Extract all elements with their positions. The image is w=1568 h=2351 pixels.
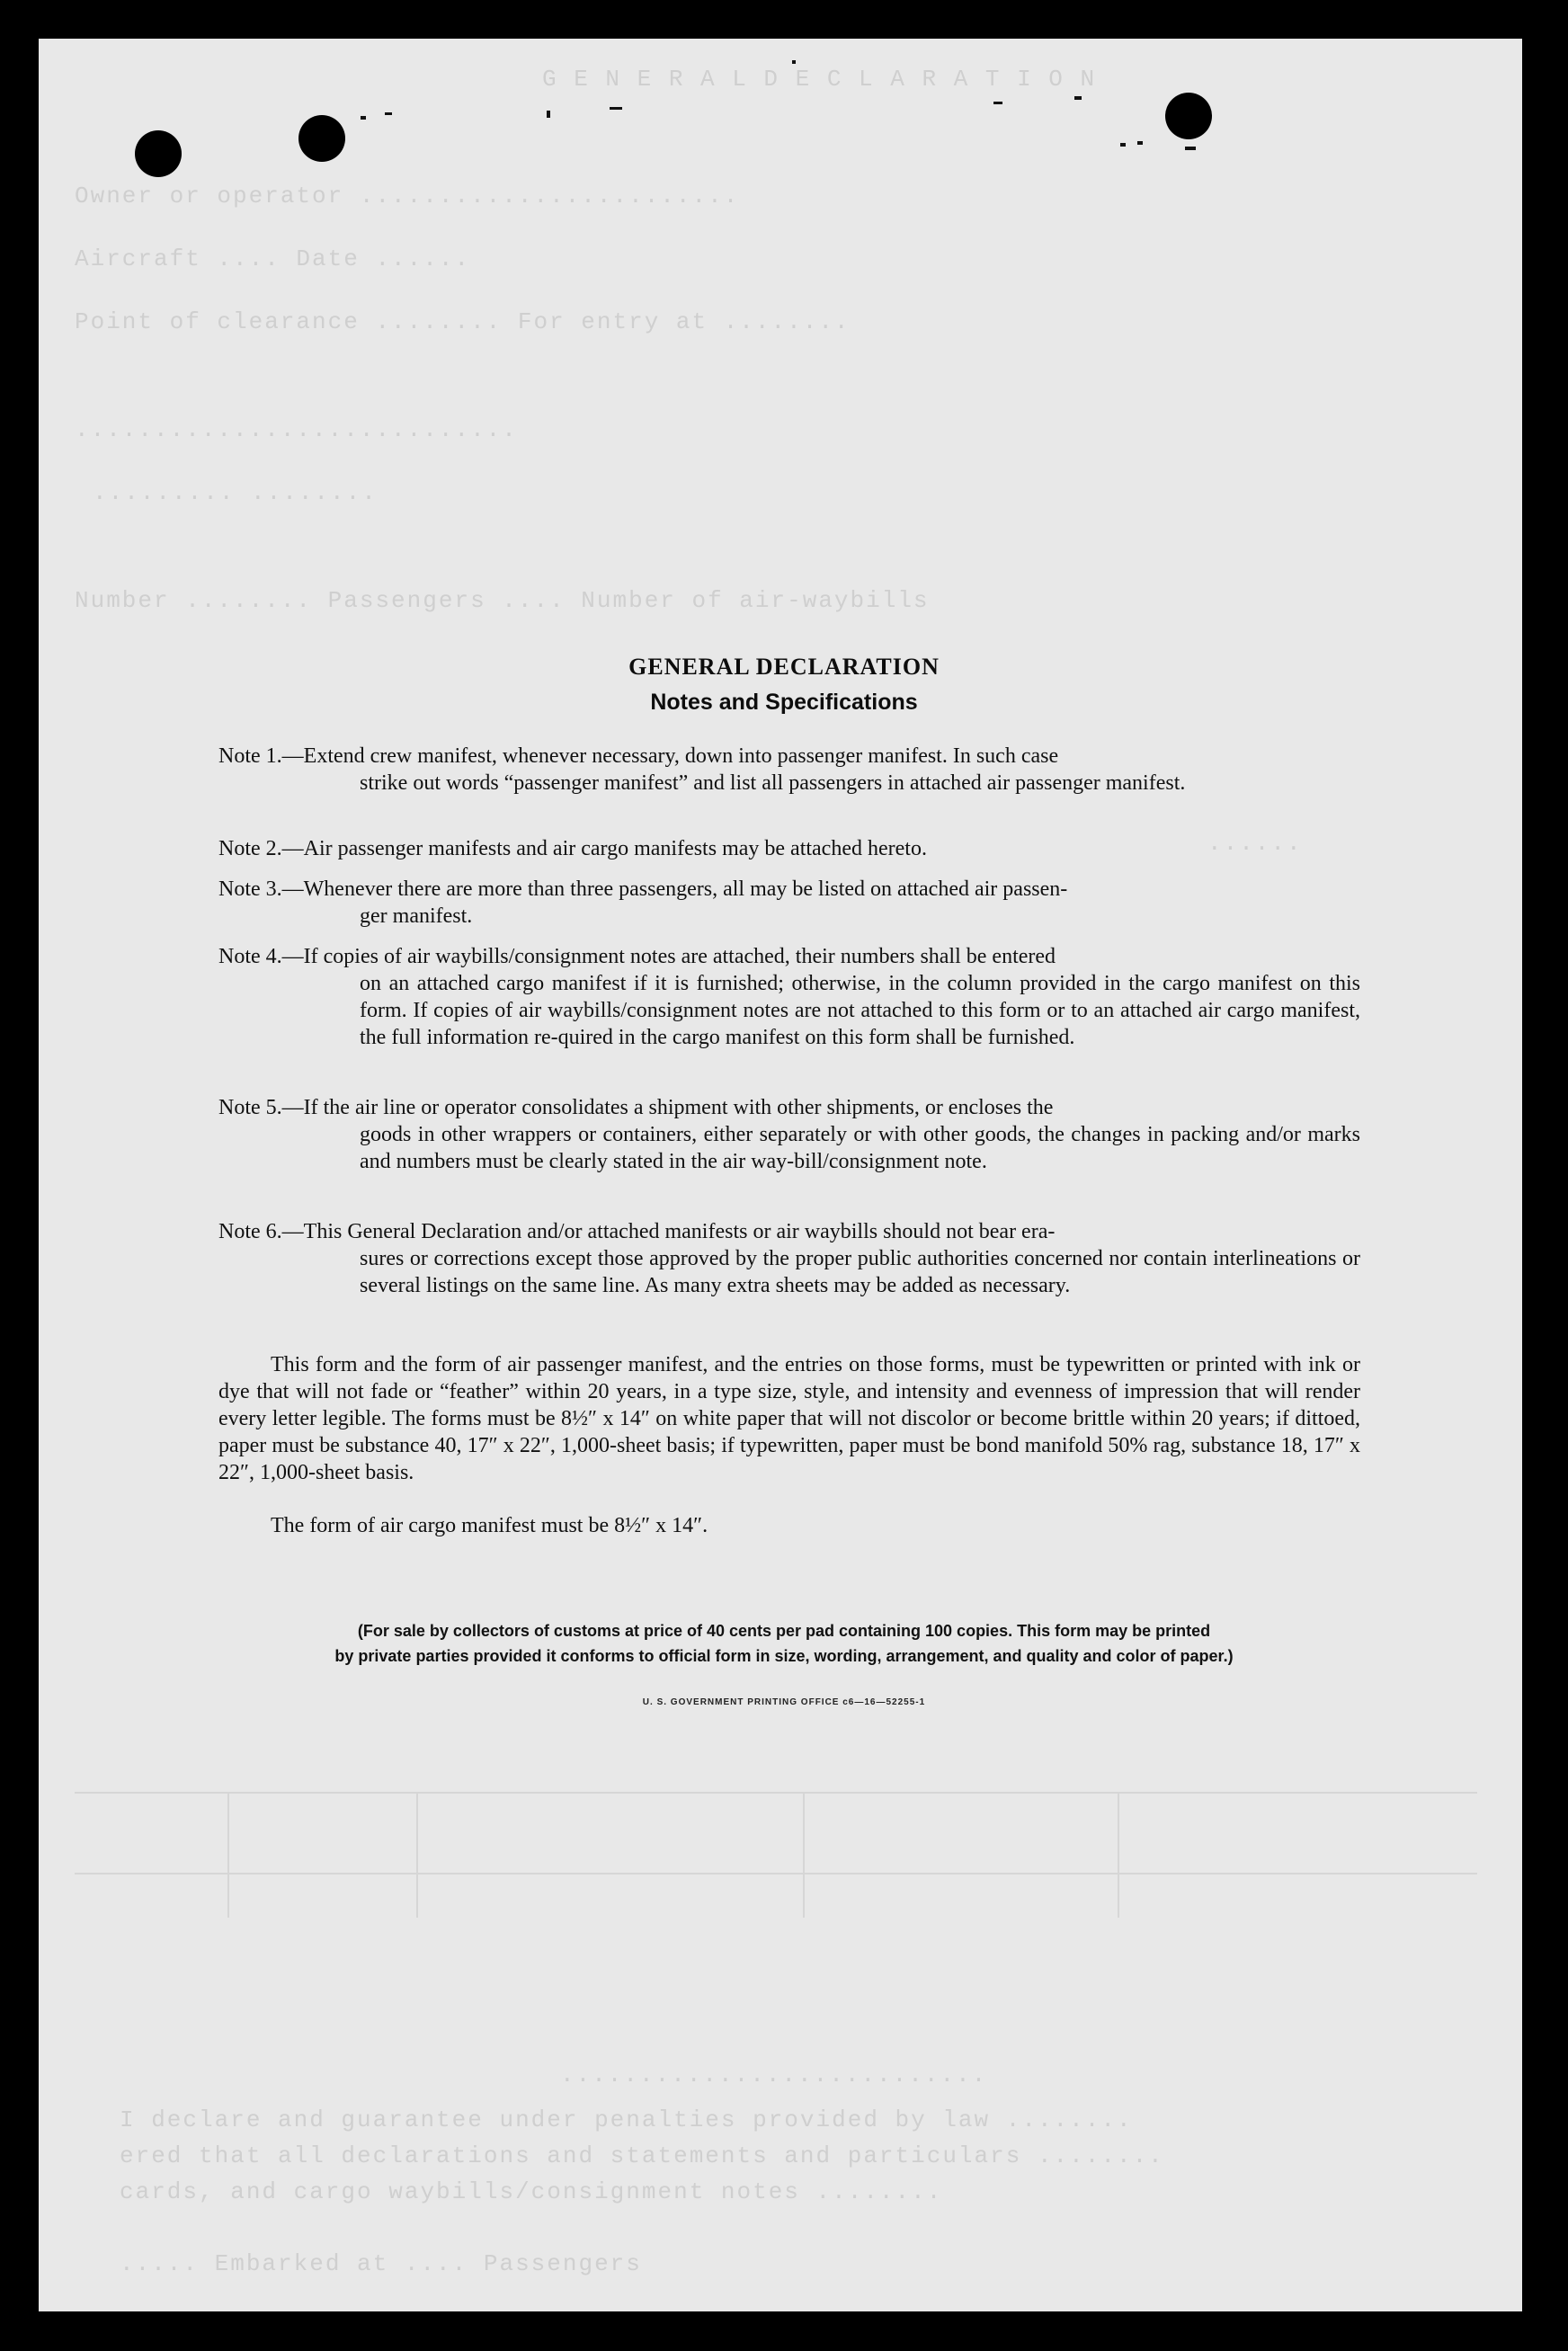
bleed-through-rule [227, 1792, 229, 1918]
note-continuation: strike out words “passenger manifest” and list all passengers in attached air passenger manifest. [360, 771, 1186, 795]
ink-speck [1137, 141, 1143, 145]
note-first-line: —Extend crew manifest, whenever necessary, down into passenger manifest. In such case [281, 744, 1059, 768]
ink-speck [547, 111, 550, 118]
note-label: Note 6. [218, 1220, 282, 1243]
ink-speck [1074, 96, 1082, 100]
note-label: Note 3. [218, 877, 282, 901]
bleed-through-heading: G E N E R A L D E C L A R A T I O N [542, 66, 1097, 93]
document-title: GENERAL DECLARATION [628, 654, 940, 680]
bleed-through-text: Owner or operator ........................ [75, 183, 740, 209]
bleed-through-text: ........................... [560, 2062, 988, 2088]
punch-hole [298, 115, 345, 162]
note-3 [218, 876, 1360, 930]
note-label: Note 2. [218, 837, 282, 860]
ink-speck [610, 107, 622, 110]
bleed-through-text: ......... ........ [93, 479, 378, 506]
ink-speck [361, 116, 366, 120]
bleed-through-text: ered that all declarations and statements and particulars ........ [120, 2142, 1164, 2169]
bleed-through-text: Number ........ Passengers .... Number of air-waybills [75, 587, 930, 614]
note-continuation: sures or corrections except those approved by the proper public authorities concerned nor contain interlineations or several listings on the same line. As many extra sheets may be added as necessary. [360, 1247, 1360, 1297]
sale-notice-line-2: by private parties provided it conforms to official form in size, wording, arrangement, and quality and color of paper.) [334, 1647, 1234, 1665]
bleed-through-text: ...... [1207, 830, 1303, 857]
note-label: Note 5. [218, 1096, 282, 1119]
note-continuation: on an attached cargo manifest if it is furnished; otherwise, in the column provided in the cargo manifest on this form. If copies of air waybills/consignment notes are not attached to this form or to an attached air cargo manifest, the full information re-quired in the cargo manifest on this form shall be furnished. [360, 972, 1360, 1049]
note-1 [218, 743, 1360, 797]
bleed-through-rule [416, 1792, 418, 1918]
note-continuation: ger manifest. [360, 904, 473, 928]
punch-hole [135, 130, 182, 177]
document-subtitle: Notes and Specifications [650, 690, 918, 715]
note-6 [218, 1218, 1360, 1299]
bleed-through-text: ............................ [75, 416, 518, 443]
punch-hole [1165, 93, 1212, 139]
note-first-line: —If copies of air waybills/consignment notes are attached, their numbers shall be entered [281, 945, 1056, 968]
bleed-through-rule [75, 1792, 1477, 1794]
note-first-line: —This General Declaration and/or attached manifests or air waybills should not bear era- [281, 1220, 1056, 1243]
note-first-line: —Whenever there are more than three passengers, all may be listed on attached air passen- [281, 877, 1068, 901]
document-page [39, 39, 1522, 2311]
cargo-manifest-size-line: The form of air cargo manifest must be 8½″ x 14″. [271, 1514, 708, 1537]
form-specification-paragraph: This form and the form of air passenger manifest, and the entries on those forms, must be typewritten or printed with ink or dye that will not fade or “feather” within 20 years, in a type size, style, and intensity and evenness of impression that will render every letter legible. The forms must be 8½″ x 14″ on white paper that will not discolor or become brittle within 20 years; if dittoed, paper must be substance 40, 17″ x 22″, 1,000-sheet basis; if typewritten, paper must be bond manifold 50% rag, substance 18, 17″ x 22″, 1,000-sheet basis. [218, 1353, 1360, 1484]
bleed-through-text: Aircraft .... Date ...... [75, 245, 471, 272]
note-first-line: —Air passenger manifests and air cargo manifests may be attached hereto. [281, 837, 927, 860]
bleed-through-text: cards, and cargo waybills/consignment notes ........ [120, 2178, 943, 2205]
ink-speck [1120, 143, 1126, 147]
note-first-line: —If the air line or operator consolidates a shipment with other shipments, or encloses the [281, 1096, 1054, 1119]
note-5 [218, 1094, 1360, 1175]
ink-speck [993, 102, 1002, 104]
bleed-through-text: ..... Embarked at .... Passengers [120, 2250, 642, 2277]
ink-speck [385, 112, 392, 115]
bleed-through-rule [1118, 1792, 1119, 1918]
bleed-through-text: I declare and guarantee under penalties provided by law ........ [120, 2106, 1133, 2133]
note-continuation: goods in other wrappers or containers, either separately or with other goods, the changes in packing and/or marks and numbers must be clearly stated in the air way-bill/consignment note. [360, 1123, 1360, 1173]
note-label: Note 1. [218, 744, 282, 768]
ink-speck [792, 60, 796, 64]
note-2 [218, 835, 1360, 862]
note-label: Note 4. [218, 945, 282, 968]
bleed-through-text: Point of clearance ........ For entry at ........ [75, 308, 851, 335]
bleed-through-rule [803, 1792, 805, 1918]
sale-notice-line-1: (For sale by collectors of customs at price of 40 cents per pad containing 100 copies. This form may be printed [357, 1622, 1211, 1640]
note-4 [218, 943, 1360, 1051]
ink-speck [1185, 147, 1196, 150]
printer-imprint: U. S. GOVERNMENT PRINTING OFFICE c6—16—52255-1 [642, 1697, 926, 1707]
bleed-through-rule [75, 1873, 1477, 1875]
